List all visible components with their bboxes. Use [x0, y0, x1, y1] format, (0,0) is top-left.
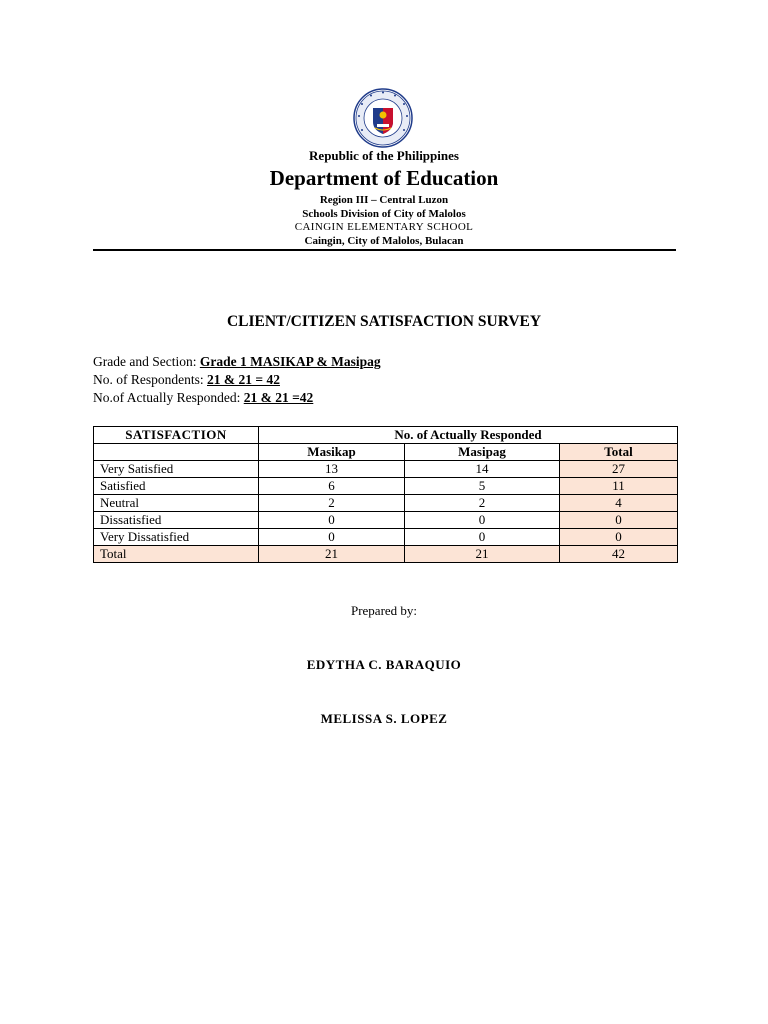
row-label: Neutral: [94, 495, 259, 512]
table-row: [94, 512, 678, 529]
table-row: [94, 478, 678, 495]
region-line: Region III – Central Luzon: [319, 194, 449, 206]
masikap-value: 0: [259, 512, 405, 529]
header-total: Total: [560, 444, 678, 461]
row-label: Dissatisfied: [94, 512, 259, 529]
row-label: Very Dissatisfied: [94, 529, 259, 546]
signer-name: EDYTHA C. BARAQUIO: [306, 657, 462, 672]
responded-label: No.of Actually Responded:: [93, 390, 244, 405]
total-value: 11: [560, 478, 678, 495]
responded-line: [93, 390, 313, 406]
masikap-value: 6: [259, 478, 405, 495]
school-address: Caingin, City of Malolos, Bulacan: [304, 235, 464, 247]
table-row: [94, 495, 678, 512]
masikap-value: 2: [259, 495, 405, 512]
grade-section-label: Grade and Section:: [93, 354, 200, 369]
masipag-value: 14: [405, 461, 560, 478]
masipag-value: 0: [405, 512, 560, 529]
table-total-row: [94, 546, 678, 563]
masikap-value: 13: [259, 461, 405, 478]
header-masipag: Masipag: [405, 444, 560, 461]
respondents-value: 21 & 21 = 42: [207, 372, 280, 387]
responded-value: 21 & 21 =42: [243, 390, 314, 405]
row-label: Very Satisfied: [94, 461, 259, 478]
prepared-by-label: Prepared by:: [350, 603, 418, 618]
header-masikap: Masikap: [259, 444, 405, 461]
header-divider: [93, 249, 676, 251]
header-actually-responded: No. of Actually Responded: [259, 427, 678, 444]
school-name: CAINGIN ELEMENTARY SCHOOL: [294, 221, 474, 233]
republic-heading: Republic of the Philippines: [309, 148, 459, 163]
deped-seal-logo: [347, 88, 419, 148]
masipag-value: 0: [405, 529, 560, 546]
masipag-value: 5: [405, 478, 560, 495]
masipag-value: 2: [405, 495, 560, 512]
survey-title: CLIENT/CITIZEN SATISFACTION SURVEY: [226, 313, 542, 330]
satisfaction-table: [93, 426, 678, 563]
row-label: Satisfied: [94, 478, 259, 495]
total-value: 27: [560, 461, 678, 478]
respondents-line: [93, 372, 280, 388]
total-value: 4: [560, 495, 678, 512]
table-row: [94, 461, 678, 478]
total-value: 42: [560, 546, 678, 563]
subheader-blank: [94, 444, 259, 461]
department-title: Department of Education: [269, 166, 499, 190]
table-row: [94, 529, 678, 546]
row-label: Total: [94, 546, 259, 563]
total-value: 0: [560, 512, 678, 529]
division-line: Schools Division of City of Malolos: [302, 208, 466, 220]
signer-name: MELISSA S. LOPEZ: [320, 711, 448, 726]
respondents-label: No. of Respondents:: [93, 372, 207, 387]
table-header-row: [94, 427, 678, 444]
grade-section-line: [93, 354, 381, 370]
masikap-value: 21: [259, 546, 405, 563]
masipag-value: 21: [405, 546, 560, 563]
grade-section-value: Grade 1 MASIKAP & Masipag: [199, 354, 381, 369]
masikap-value: 0: [259, 529, 405, 546]
total-value: 0: [560, 529, 678, 546]
table-subheader-row: [94, 444, 678, 461]
header-satisfaction: SATISFACTION: [94, 427, 259, 444]
